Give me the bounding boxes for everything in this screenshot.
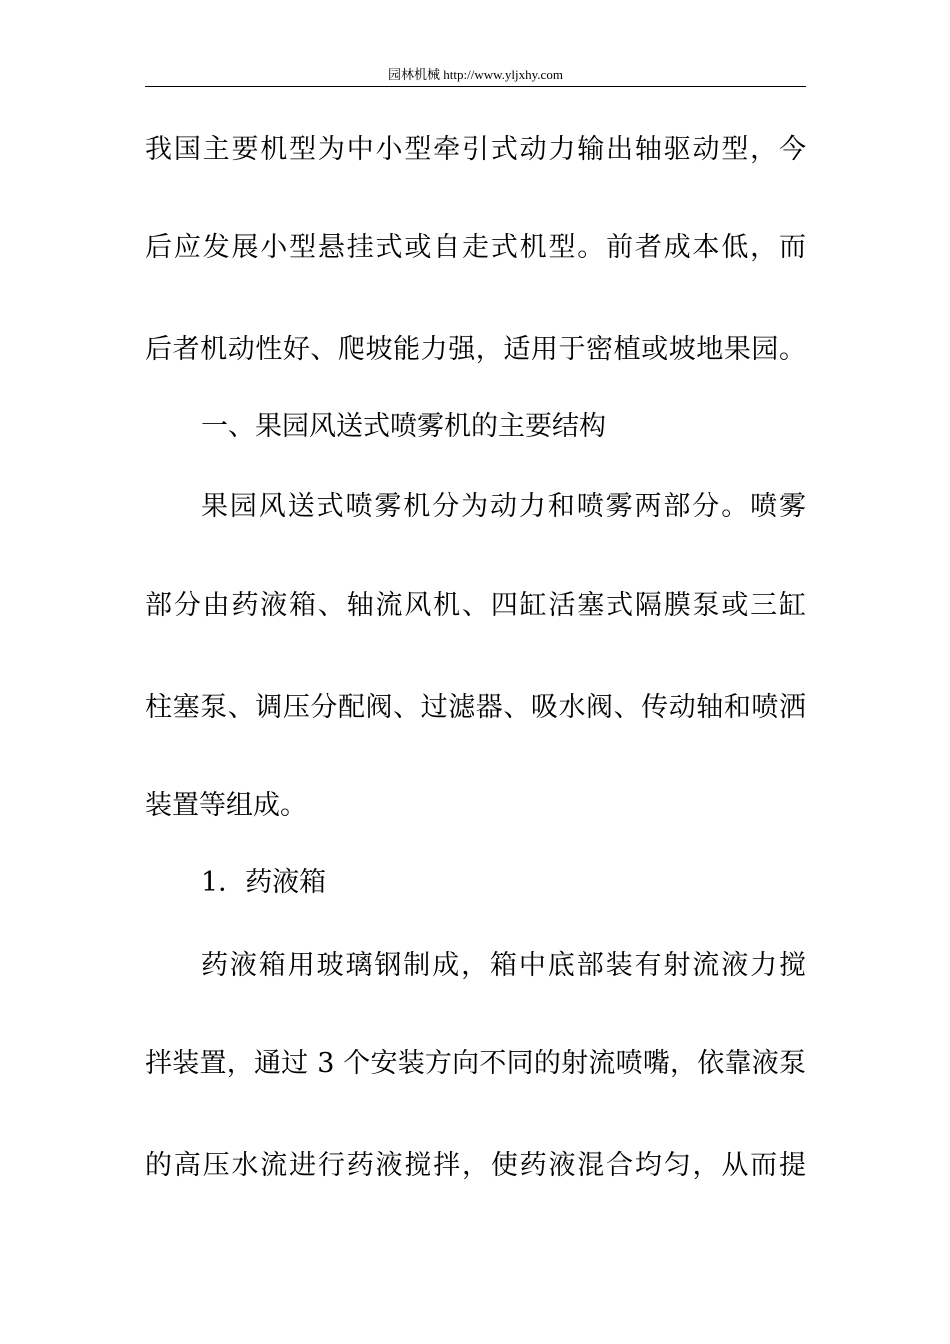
- subsection-heading: 1．药液箱: [201, 867, 327, 898]
- header-divider: [145, 86, 806, 87]
- paragraph-line: 我国主要机型为中小型牵引式动力输出轴驱动型，今: [145, 134, 806, 165]
- paragraph-line: 拌装置，通过 3 个安装方向不同的射流喷嘴，依靠液泵: [145, 1048, 806, 1079]
- paragraph-line: 装置等组成。: [145, 790, 307, 821]
- paragraph-line: 柱塞泵、调压分配阀、过滤器、吸水阀、传动轴和喷洒: [145, 692, 806, 723]
- page-header: 园林机械 http://www.yljxhy.com: [388, 67, 563, 82]
- paragraph-line: 果园风送式喷雾机分为动力和喷雾两部分。喷雾: [201, 491, 806, 522]
- section-heading: 一、果园风送式喷雾机的主要结构: [201, 411, 606, 442]
- paragraph-line: 的高压水流进行药液搅拌，使药液混合均匀，从而提: [145, 1150, 806, 1181]
- paragraph-line: 部分由药液箱、轴流风机、四缸活塞式隔膜泵或三缸: [145, 590, 806, 621]
- paragraph-line: 药液箱用玻璃钢制成，箱中底部装有射流液力搅: [201, 950, 806, 981]
- paragraph-line: 后应发展小型悬挂式或自走式机型。前者成本低，而: [145, 232, 806, 263]
- paragraph-line: 后者机动性好、爬坡能力强，适用于密植或坡地果园。: [145, 334, 806, 365]
